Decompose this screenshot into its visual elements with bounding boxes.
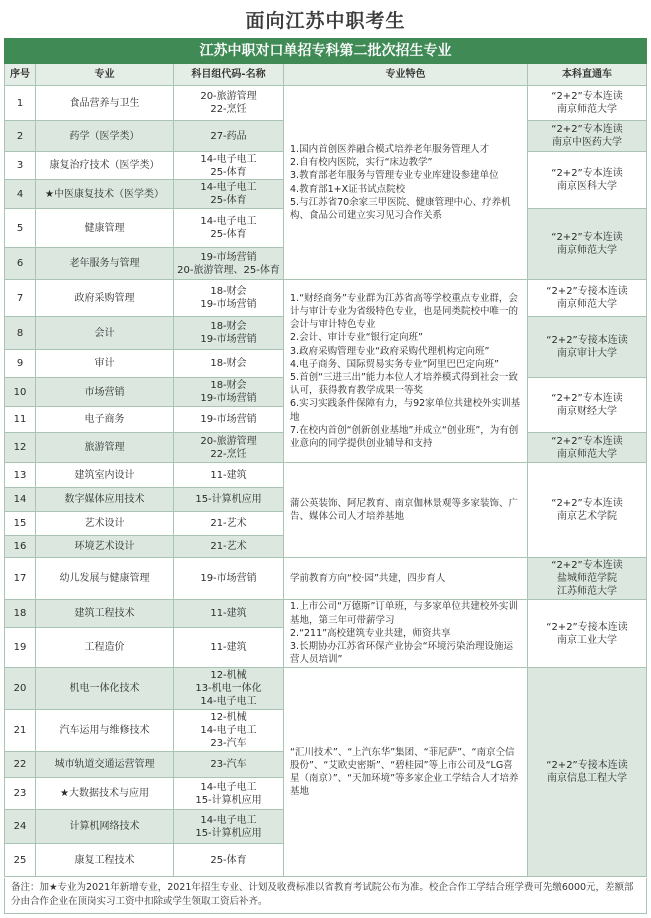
row-number: 20 [4, 668, 36, 710]
subject-code: 19-市场营销 [174, 558, 284, 600]
subject-code: 23-汽车 [174, 752, 284, 778]
row-number: 10 [4, 378, 36, 407]
major-name: 艺术设计 [36, 512, 174, 536]
direct-pathway: “2+2”专接本连读 南京审计大学 [528, 317, 647, 378]
row-number: 5 [4, 209, 36, 248]
enrollment-table [4, 64, 647, 877]
subject-code: 18-财会 19-市场营销 [174, 378, 284, 407]
row-number: 24 [4, 810, 36, 844]
header-cell: 专业 [36, 64, 174, 86]
row-number: 14 [4, 488, 36, 512]
row-number: 2 [4, 121, 36, 152]
major-name: ★中医康复技术（医学类） [36, 180, 174, 209]
direct-pathway: “2+2”专本连读 南京艺术学院 [528, 463, 647, 558]
direct-pathway: “2+2”专本连读 南京财经大学 [528, 378, 647, 433]
subject-code: 21-艺术 [174, 536, 284, 558]
subject-code: 19-市场营销 20-旅游管理、25-体育 [174, 248, 284, 280]
row-number: 9 [4, 350, 36, 378]
subject-code: 14-电子电工 15-计算机应用 [174, 778, 284, 810]
row-number: 7 [4, 280, 36, 317]
footnote: 备注：加★专业为2021年新增专业，2021年招生专业、计划及收费标准以省教育考试院公布为准。校企合作工学结合班学费可先缴6000元，差额部分由合作企业在顶岗实习工资中扣除或学生领取工资后补齐。 [4, 878, 647, 914]
row-number: 6 [4, 248, 36, 280]
header-cell: 专业特色 [284, 64, 528, 86]
major-name: 健康管理 [36, 209, 174, 248]
subject-code: 18-财会 19-市场营销 [174, 317, 284, 350]
direct-pathway: “2+2”专本连读 南京师范大学 [528, 209, 647, 280]
table-title: 江苏中职对口单招专科第二批次招生专业 [4, 38, 647, 64]
row-number: 12 [4, 433, 36, 463]
direct-pathway: “2+2”专接本连读 南京信息工程大学 [528, 668, 647, 877]
direct-pathway: “2+2”专本连读 南京师范大学 [528, 433, 647, 463]
row-number: 21 [4, 710, 36, 752]
row-number: 25 [4, 844, 36, 877]
direct-pathway: “2+2”专接本连读 南京师范大学 [528, 280, 647, 317]
major-name: 环境艺术设计 [36, 536, 174, 558]
header-cell: 本科直通车 [528, 64, 647, 86]
direct-pathway: “2+2”专本连读 南京师范大学 [528, 86, 647, 121]
major-name: 建筑工程技术 [36, 600, 174, 628]
direct-pathway: “2+2”专本连读 南京医科大学 [528, 152, 647, 209]
subject-code: 11-建筑 [174, 628, 284, 668]
row-number: 17 [4, 558, 36, 600]
major-name: 审计 [36, 350, 174, 378]
major-name: 计算机网络技术 [36, 810, 174, 844]
major-name: 老年服务与管理 [36, 248, 174, 280]
subject-code: 20-旅游管理 22-烹饪 [174, 86, 284, 121]
subject-code: 14-电子电工 15-计算机应用 [174, 810, 284, 844]
major-name: 市场营销 [36, 378, 174, 407]
row-number: 15 [4, 512, 36, 536]
major-name: ★大数据技术与应用 [36, 778, 174, 810]
subject-code: 27-药品 [174, 121, 284, 152]
row-number: 8 [4, 317, 36, 350]
major-feature: “汇川技术”、“上汽东华”集团、“菲尼萨”、“南京仝信股份”、“艾欧史密斯”、“碧桂园”等上市公司及“LG喜星（南京）”、“天加环境”等多家企业工学结合人才培养基地 [284, 668, 528, 877]
major-name: 城市轨道交通运营管理 [36, 752, 174, 778]
row-number: 11 [4, 407, 36, 433]
major-name: 工程造价 [36, 628, 174, 668]
major-feature: 学前教育方向“校·园”共建，四步育人 [284, 558, 528, 600]
major-name: 康复工程技术 [36, 844, 174, 877]
subject-code: 14-电子电工 25-体育 [174, 180, 284, 209]
major-name: 机电一体化技术 [36, 668, 174, 710]
subject-code: 20-旅游管理 22-烹饪 [174, 433, 284, 463]
subject-code: 25-体育 [174, 844, 284, 877]
row-number: 18 [4, 600, 36, 628]
row-number: 23 [4, 778, 36, 810]
direct-pathway: “2+2”专本连读 盐城师范学院 江苏师范大学 [528, 558, 647, 600]
major-name: 旅游管理 [36, 433, 174, 463]
major-name: 会计 [36, 317, 174, 350]
direct-pathway: “2+2”专接本连读 南京工业大学 [528, 600, 647, 668]
major-name: 电子商务 [36, 407, 174, 433]
subject-code: 15-计算机应用 [174, 488, 284, 512]
subject-code: 18-财会 19-市场营销 [174, 280, 284, 317]
subject-code: 12-机械 13-机电一体化 14-电子电工 [174, 668, 284, 710]
major-name: 建筑室内设计 [36, 463, 174, 488]
subject-code: 18-财会 [174, 350, 284, 378]
row-number: 3 [4, 152, 36, 180]
page-title: 面向江苏中职考生 [245, 10, 406, 32]
row-number: 22 [4, 752, 36, 778]
row-number: 4 [4, 180, 36, 209]
major-name: 康复治疗技术（医学类） [36, 152, 174, 180]
header-cell: 科目组代码-名称 [174, 64, 284, 86]
major-feature: 1.“财经商务”专业群为江苏省高等学校重点专业群，会计与审计专业为省级特色专业，也是同类院校中唯一的会计与审计特色专业 2.会计、审计专业“银行定向班” 3.政府采购管理专业“政府采购代理机构定向班” 4.电子商务、国际贸易实务专业“阿里巴巴定向班” 5.首创“三进三出”能力本位人才培养模式得到社会一致认可，获得教育教学成果一等奖 6.实习实践条件保障有力，与92家单位共建校外实训基地 7.在校内首创“创新创业基地”并成立“创业班”，为有创业意向的同学提供创业辅导和支持 [284, 280, 528, 463]
major-feature: 蒲公英装饰、阿尼教育、南京伽林景观等多家装饰、广告、媒体公司人才培养基地 [284, 463, 528, 558]
major-feature: 1.国内首创医养融合模式培养老年服务管理人才 2.自有校内医院，实行“床边教学” 3.教育部老年服务与管理专业专业库建设参建单位 4.教育部1+X证书试点院校 5.与江苏省70余家三甲医院、健康管理中心、疗养机构、食品公司建立实习见习合作关系 [284, 86, 528, 280]
row-number: 16 [4, 536, 36, 558]
major-name: 药学（医学类） [36, 121, 174, 152]
major-feature: 1.上市公司“万德斯”订单班，与多家单位共建校外实训基地，第三年可带薪学习 2.“211”高校建筑专业共建，师资共享 3.长期协办江苏省环保产业协会“环境污染治理设施运营人员培训” [284, 600, 528, 668]
subject-code: 21-艺术 [174, 512, 284, 536]
subject-code: 19-市场营销 [174, 407, 284, 433]
subject-code: 11-建筑 [174, 600, 284, 628]
row-number: 13 [4, 463, 36, 488]
header-cell: 序号 [4, 64, 36, 86]
major-name: 数字媒体应用技术 [36, 488, 174, 512]
direct-pathway: “2+2”专本连读 南京中医药大学 [528, 121, 647, 152]
subject-code: 12-机械 14-电子电工 23-汽车 [174, 710, 284, 752]
subject-code: 14-电子电工 25-体育 [174, 209, 284, 248]
major-name: 政府采购管理 [36, 280, 174, 317]
major-name: 食品营养与卫生 [36, 86, 174, 121]
subject-code: 14-电子电工 25-体育 [174, 152, 284, 180]
major-name: 幼儿发展与健康管理 [36, 558, 174, 600]
major-name: 汽车运用与维修技术 [36, 710, 174, 752]
row-number: 1 [4, 86, 36, 121]
subject-code: 11-建筑 [174, 463, 284, 488]
row-number: 19 [4, 628, 36, 668]
